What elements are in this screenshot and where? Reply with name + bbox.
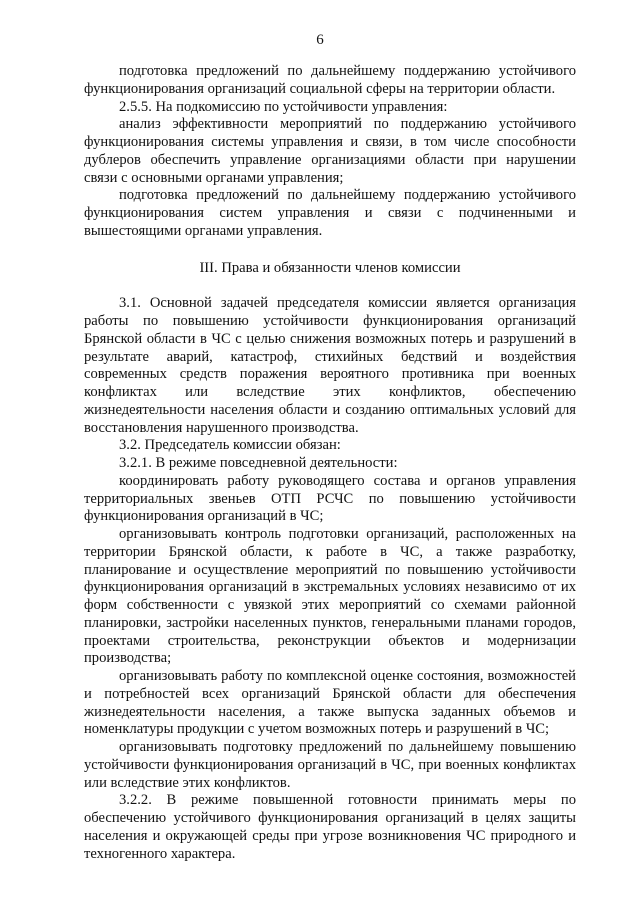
paragraph: анализ эффективности мероприятий по поддержанию устойчивого функционирования системы управления и связи, в том числе способности дублеров обеспечить управление организациями области при нарушении связи с основными органами управления; <box>84 116 576 186</box>
paragraph: организовывать контроль подготовки организаций, расположенных на территории Брянской области, к работе в ЧС, а также разработку, планирование и осуществление мероприятий по повышению устойчивости функционирования организаций в экстремальных условиях независимо от их форм собственности с увязкой этих мероприятий со схемами районной планировки, застройки населенных пунктов, генеральными планами городов, проектами строительства, реконструкции объектов и модернизации производства; <box>84 526 576 667</box>
paragraph: организовывать работу по комплексной оценке состояния, возможностей и потребностей всех организаций Брянской области для обеспечения жизнедеятельности населения, а также выпуска заданных объемов и номенклатуры продукции с учетом возможных потерь и разрушений в ЧС; <box>84 668 576 738</box>
page-number: 6 <box>316 32 324 48</box>
paragraph: 2.5.5. На подкомиссию по устойчивости управления: <box>119 98 448 115</box>
paragraph: подготовка предложений по дальнейшему поддержанию устойчивого функционирования систем управления и связи с подчиненными и вышестоящими органами управления. <box>84 187 576 239</box>
paragraph: подготовка предложений по дальнейшему поддержанию устойчивого функционирования организаций социальной сферы на территории области. <box>84 63 576 97</box>
paragraph: координировать работу руководящего состава и органов управления территориальных звеньев ОТП РСЧС по повышению устойчивости функционирования организаций в ЧС; <box>84 472 576 525</box>
section-heading: III. Права и обязанности членов комиссии <box>199 259 461 276</box>
paragraph: 3.2. Председатель комиссии обязан: <box>119 437 341 454</box>
paragraph: 3.2.2. В режиме повышенной готовности принимать меры по обеспечению устойчивого функционирования организаций в целях защиты населения и окружающей среды при угрозе возникновения ЧС природного и техногенного характера. <box>84 792 576 862</box>
paragraph: организовывать подготовку предложений по дальнейшему повышению устойчивости функционирования организаций в ЧС, при военных конфликтах или вследствие этих конфликтов. <box>84 739 576 791</box>
paragraph: 3.2.1. В режиме повседневной деятельности: <box>119 455 398 471</box>
document-body <box>84 63 576 863</box>
paragraph: 3.1. Основной задачей председателя комиссии является организация работы по повышению устойчивости функционирования организаций Брянской области в ЧС с целью снижения возможных потерь и разрушений в результате аварий, катастроф, стихийных бедствий и воздействия современных средств поражения вероятного противника при военных конфликтах или вследствие этих конфликтов, обеспечению жизнедеятельности населения области и созданию оптимальных условий для восстановления нарушенного производства. <box>84 295 576 436</box>
